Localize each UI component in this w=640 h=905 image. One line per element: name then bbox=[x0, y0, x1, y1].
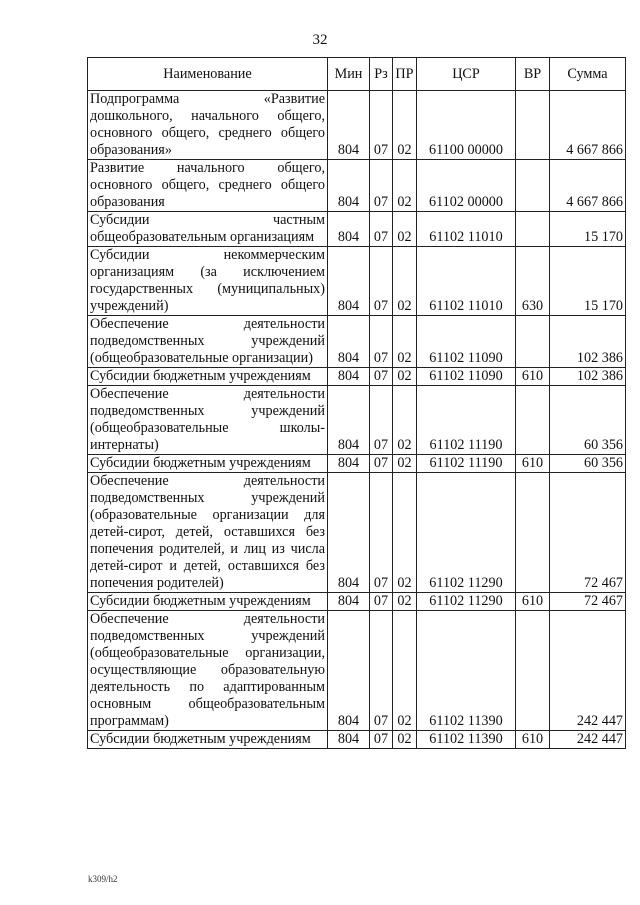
header-vr: ВР bbox=[516, 58, 550, 91]
row-vr bbox=[516, 316, 550, 368]
row-name: Субсидии бюджетным учреждениям bbox=[88, 368, 328, 386]
row-min: 804 bbox=[328, 316, 370, 368]
row-min: 804 bbox=[328, 455, 370, 473]
table-row bbox=[88, 368, 626, 386]
row-vr bbox=[516, 386, 550, 455]
table-row bbox=[88, 160, 626, 212]
row-pr: 02 bbox=[393, 731, 417, 749]
row-pr: 02 bbox=[393, 91, 417, 160]
header-sum: Сумма bbox=[550, 58, 626, 91]
row-vr bbox=[516, 473, 550, 593]
row-min: 804 bbox=[328, 368, 370, 386]
row-name: Обеспечение деятельности подведомственных учреждений (общеобразовательные организации) bbox=[88, 316, 328, 368]
row-rz: 07 bbox=[370, 247, 393, 316]
table-row bbox=[88, 247, 626, 316]
row-sum: 4 667 866 bbox=[550, 91, 626, 160]
row-min: 804 bbox=[328, 611, 370, 731]
row-pr: 02 bbox=[393, 212, 417, 247]
row-vr bbox=[516, 91, 550, 160]
row-sum: 4 667 866 bbox=[550, 160, 626, 212]
row-pr: 02 bbox=[393, 473, 417, 593]
row-rz: 07 bbox=[370, 160, 393, 212]
row-rz: 07 bbox=[370, 473, 393, 593]
header-min: Мин bbox=[328, 58, 370, 91]
row-csr: 61102 11390 bbox=[417, 731, 516, 749]
row-name: Обеспечение деятельности подведомственных учреждений (общеобразовательные организации, осуществляющие образовательную деятельность по адаптированным основным общеобразовательным программам) bbox=[88, 611, 328, 731]
row-sum: 242 447 bbox=[550, 731, 626, 749]
row-pr: 02 bbox=[393, 247, 417, 316]
row-min: 804 bbox=[328, 473, 370, 593]
row-min: 804 bbox=[328, 593, 370, 611]
row-rz: 07 bbox=[370, 455, 393, 473]
row-pr: 02 bbox=[393, 160, 417, 212]
row-vr: 610 bbox=[516, 593, 550, 611]
row-name: Обеспечение деятельности подведомственных учреждений (общеобразовательные школы-интернаты) bbox=[88, 386, 328, 455]
row-name: Субсидии некоммерческим организациям (за исключением государственных (муниципальных) учреждений) bbox=[88, 247, 328, 316]
row-sum: 242 447 bbox=[550, 611, 626, 731]
row-min: 804 bbox=[328, 731, 370, 749]
row-csr: 61102 11090 bbox=[417, 368, 516, 386]
row-rz: 07 bbox=[370, 731, 393, 749]
row-min: 804 bbox=[328, 386, 370, 455]
row-pr: 02 bbox=[393, 593, 417, 611]
row-csr: 61100 00000 bbox=[417, 91, 516, 160]
row-csr: 61102 11090 bbox=[417, 316, 516, 368]
table-row bbox=[88, 91, 626, 160]
budget-table bbox=[87, 57, 626, 749]
header-rz: Рз bbox=[370, 58, 393, 91]
row-sum: 72 467 bbox=[550, 593, 626, 611]
row-rz: 07 bbox=[370, 368, 393, 386]
row-sum: 102 386 bbox=[550, 368, 626, 386]
row-rz: 07 bbox=[370, 212, 393, 247]
row-rz: 07 bbox=[370, 593, 393, 611]
row-name: Субсидии бюджетным учреждениям bbox=[88, 455, 328, 473]
row-name: Развитие начального общего, основного общего, среднего общего образования bbox=[88, 160, 328, 212]
row-csr: 61102 11190 bbox=[417, 386, 516, 455]
row-name: Субсидии частным общеобразовательным организациям bbox=[88, 212, 328, 247]
page-number: 32 bbox=[312, 32, 328, 48]
row-sum: 60 356 bbox=[550, 455, 626, 473]
row-pr: 02 bbox=[393, 316, 417, 368]
table-row bbox=[88, 611, 626, 731]
row-name: Субсидии бюджетным учреждениям bbox=[88, 593, 328, 611]
row-name: Подпрограмма «Развитие дошкольного, начального общего, основного общего, среднего общего образования» bbox=[88, 91, 328, 160]
row-vr bbox=[516, 160, 550, 212]
row-vr bbox=[516, 611, 550, 731]
row-name: Обеспечение деятельности подведомственных учреждений (образовательные организации для детей-сирот, детей, оставшихся без попечения родителей, и лиц из числа детей-сирот и детей, оставшихся без попечения родителей) bbox=[88, 473, 328, 593]
table-row bbox=[88, 212, 626, 247]
row-pr: 02 bbox=[393, 386, 417, 455]
table-row bbox=[88, 386, 626, 455]
row-sum: 15 170 bbox=[550, 212, 626, 247]
row-min: 804 bbox=[328, 160, 370, 212]
row-csr: 61102 11290 bbox=[417, 593, 516, 611]
header-pr: ПР bbox=[393, 58, 417, 91]
row-rz: 07 bbox=[370, 316, 393, 368]
table-row bbox=[88, 731, 626, 749]
row-csr: 61102 00000 bbox=[417, 160, 516, 212]
row-min: 804 bbox=[328, 247, 370, 316]
row-vr: 610 bbox=[516, 368, 550, 386]
row-csr: 61102 11290 bbox=[417, 473, 516, 593]
table-row bbox=[88, 455, 626, 473]
row-pr: 02 bbox=[393, 611, 417, 731]
row-sum: 102 386 bbox=[550, 316, 626, 368]
row-name: Субсидии бюджетным учреждениям bbox=[88, 731, 328, 749]
row-csr: 61102 11010 bbox=[417, 212, 516, 247]
row-vr bbox=[516, 212, 550, 247]
row-sum: 15 170 bbox=[550, 247, 626, 316]
row-pr: 02 bbox=[393, 368, 417, 386]
row-sum: 60 356 bbox=[550, 386, 626, 455]
row-csr: 61102 11190 bbox=[417, 455, 516, 473]
table-header-row bbox=[88, 58, 626, 91]
row-rz: 07 bbox=[370, 91, 393, 160]
row-sum: 72 467 bbox=[550, 473, 626, 593]
row-min: 804 bbox=[328, 212, 370, 247]
row-csr: 61102 11390 bbox=[417, 611, 516, 731]
row-rz: 07 bbox=[370, 611, 393, 731]
header-csr: ЦСР bbox=[417, 58, 516, 91]
row-vr: 610 bbox=[516, 731, 550, 749]
table-row bbox=[88, 473, 626, 593]
row-pr: 02 bbox=[393, 455, 417, 473]
table-row bbox=[88, 316, 626, 368]
row-vr: 630 bbox=[516, 247, 550, 316]
row-csr: 61102 11010 bbox=[417, 247, 516, 316]
header-name: Наименование bbox=[88, 58, 328, 91]
row-min: 804 bbox=[328, 91, 370, 160]
row-rz: 07 bbox=[370, 386, 393, 455]
footer-code: k309/h2 bbox=[88, 874, 118, 884]
row-vr: 610 bbox=[516, 455, 550, 473]
table-row bbox=[88, 593, 626, 611]
